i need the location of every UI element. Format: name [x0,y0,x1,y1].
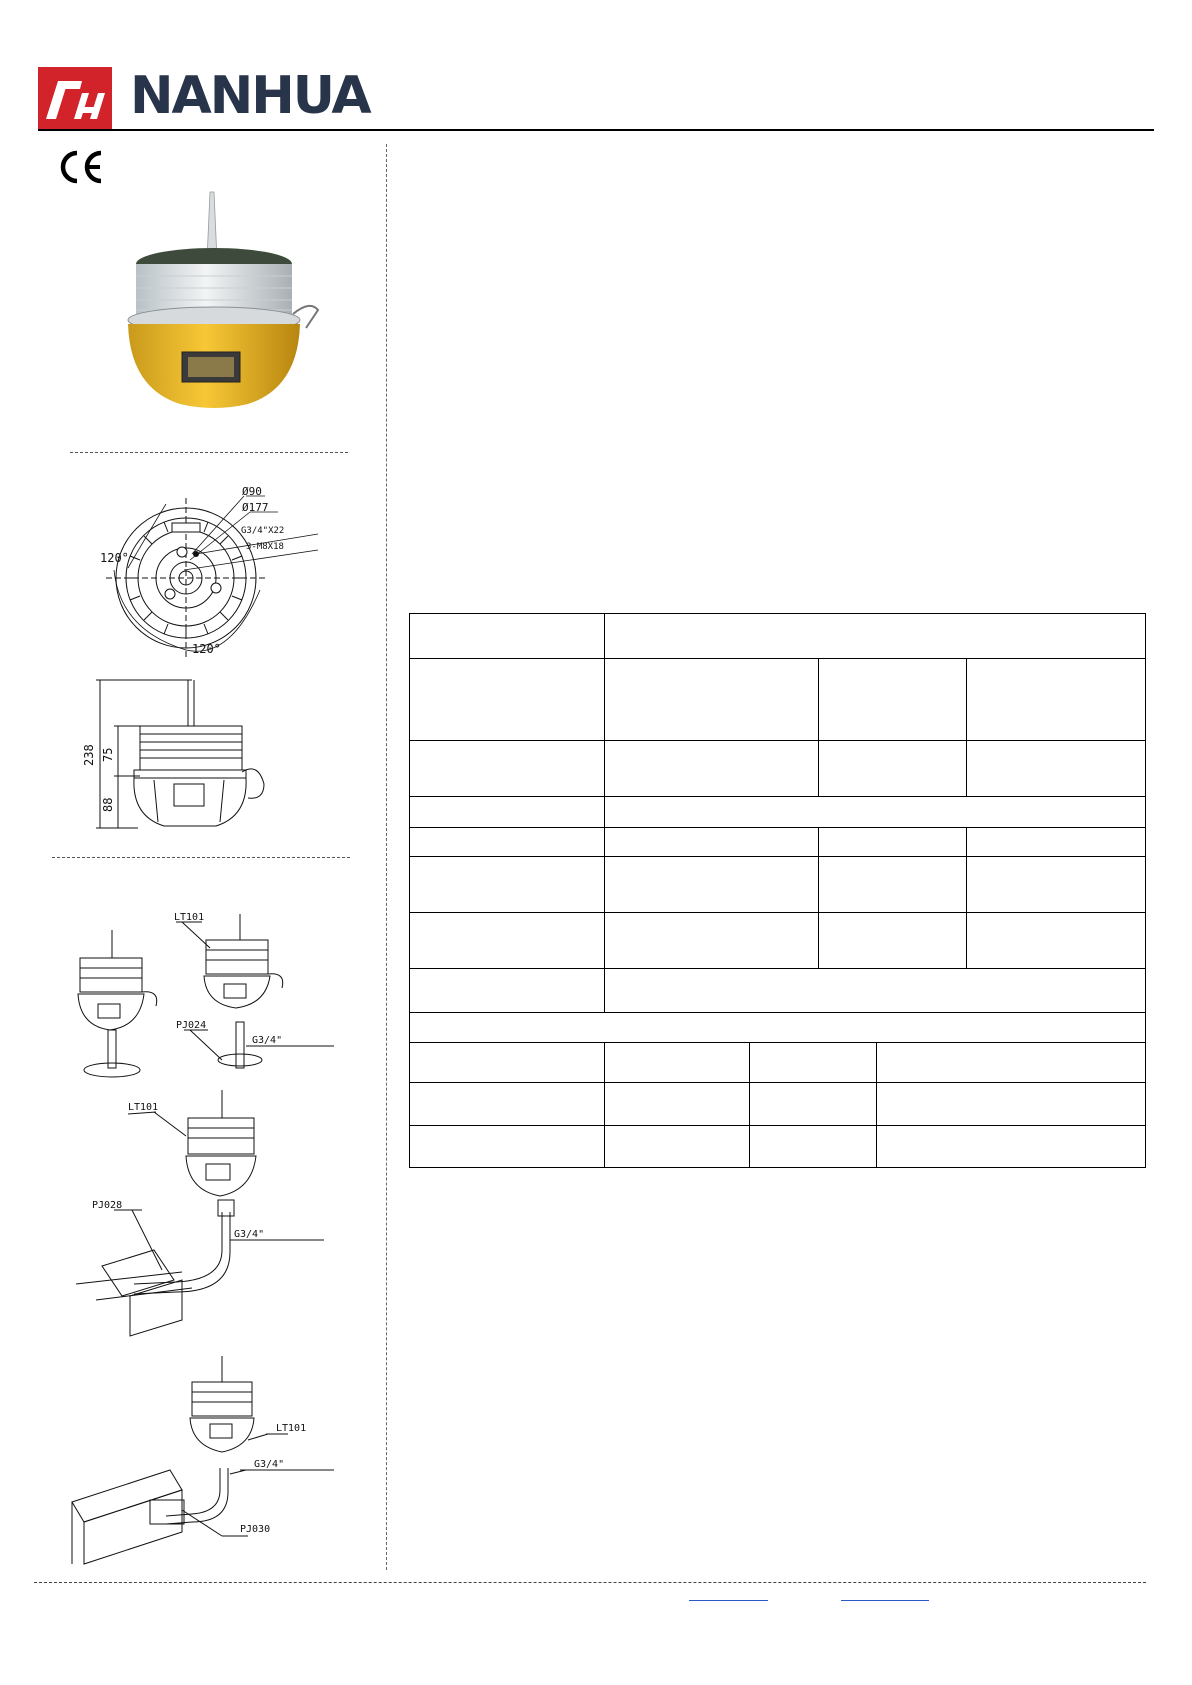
table-row [410,614,1146,659]
table-cell [604,741,819,797]
label-thread-b: G3/4" [234,1229,265,1240]
table-cell [604,969,1145,1013]
table-cell [410,797,605,828]
table-cell [410,969,605,1013]
thread-spec: G3/4"X22 [241,526,285,536]
label-lt101-a: LT101 [174,912,205,923]
table-cell [604,1043,749,1083]
table-cell [749,1083,877,1126]
label-thread-c: G3/4" [254,1459,285,1470]
table-cell [819,659,967,741]
label-lt101-c: LT101 [276,1423,307,1434]
table-cell [604,857,819,913]
dim-total-height: 238 [82,744,96,766]
column-divider [386,144,387,1570]
label-pj028: PJ028 [92,1200,123,1211]
table-row [410,1043,1146,1083]
table-cell [604,614,1145,659]
table-cell [819,857,967,913]
table-cell [410,741,605,797]
holes-spec: 3-M8X18 [246,542,284,552]
footer-link-1[interactable] [689,1600,768,1601]
table-cell [967,659,1146,741]
table-cell [819,828,967,857]
dim-outer-diameter: Ø177 [242,501,269,514]
table-cell [604,828,819,857]
spec-table [409,613,1146,1168]
dim-lower-height: 88 [101,797,115,812]
table-row [410,659,1146,741]
table-row [410,1126,1146,1168]
footer-link-2[interactable] [841,1600,929,1601]
product-photo [110,188,340,433]
table-cell [967,857,1146,913]
table-row [410,1083,1146,1126]
table-row [410,1013,1146,1043]
table-cell [877,1043,1146,1083]
ce-mark-icon [56,150,106,184]
label-lt101-b: LT101 [128,1102,159,1113]
table-cell [604,1126,749,1168]
table-cell [410,828,605,857]
mounting-drawings [72,900,344,1570]
table-row [410,913,1146,969]
table-cell [410,1043,605,1083]
table-cell [410,1013,1146,1043]
table-cell [604,913,819,969]
table-cell [967,913,1146,969]
table-cell [410,913,605,969]
table-cell [410,614,605,659]
table-cell [819,913,967,969]
table-row [410,828,1146,857]
table-cell [604,1083,749,1126]
table-cell [604,797,1145,828]
table-cell [410,857,605,913]
table-cell [410,659,605,741]
table-cell [819,741,967,797]
table-cell [410,1083,605,1126]
top-view-drawing [100,485,340,670]
dim-inner-diameter: Ø90 [242,485,262,498]
section-divider-2 [52,857,350,858]
angle-left: 120° [100,551,129,565]
table-cell [749,1043,877,1083]
table-row [410,857,1146,913]
nanhua-logo-icon [38,67,112,130]
table-cell [749,1126,877,1168]
label-thread-a: G3/4" [252,1035,283,1046]
table-row [410,741,1146,797]
table-cell [410,1126,605,1168]
header-rule [38,129,1154,131]
table-row [410,797,1146,828]
label-pj030: PJ030 [240,1524,271,1535]
label-pj024: PJ024 [176,1020,207,1031]
brand-name: NANHUA [130,66,370,126]
table-cell [877,1083,1146,1126]
angle-bottom: 120° [192,642,221,656]
table-cell [877,1126,1146,1168]
dim-upper-height: 75 [101,747,115,762]
section-divider-1 [70,452,348,453]
footer-rule [34,1582,1146,1583]
table-cell [967,828,1146,857]
table-row [410,969,1146,1013]
table-cell [604,659,819,741]
table-cell [967,741,1146,797]
side-view-drawing [82,676,288,832]
